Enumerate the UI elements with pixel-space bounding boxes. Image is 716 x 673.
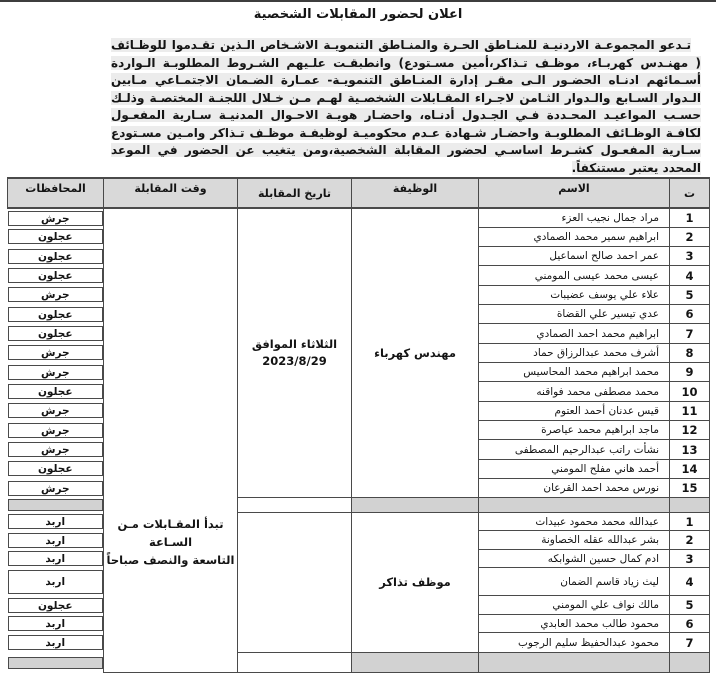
candidate-name: عمر احمد صالح اسماعيل	[479, 247, 670, 266]
intro-paragraph	[111, 37, 701, 177]
page-top-rule	[0, 0, 716, 2]
candidate-name: محمود عبدالحفيظ سليم الرجوب	[479, 633, 670, 653]
interview-table	[7, 177, 710, 673]
row-number: 2	[670, 531, 710, 550]
candidate-name: مالك نواف علي المومني	[479, 596, 670, 615]
row-number: 11	[670, 401, 710, 420]
governorate-cell: اربد	[8, 550, 104, 568]
candidate-name: أشرف محمد عبدالرزاق حماد	[479, 343, 670, 362]
separator-cell	[479, 498, 670, 513]
governorate-cell: جرش	[8, 208, 104, 227]
row-number: 13	[670, 440, 710, 459]
governorate-cell: عجلون	[8, 324, 104, 343]
row-number: 6	[670, 305, 710, 324]
governorate-cell: جرش	[8, 421, 104, 440]
row-number: 9	[670, 363, 710, 382]
candidate-name: ادم كمال حسين الشوابكه	[479, 550, 670, 568]
date-cell	[238, 208, 352, 498]
row-number: 3	[670, 550, 710, 568]
governorate-cell: اربد	[8, 513, 104, 531]
intro-paragraph-text: تـدعو المجموعـة الاردنيـة للمنـاطق الحـرة والمنـاطق التنمويـة الاشـخاص الـذين تقـدموا للوظـائف ( مهنـدس كهربـاء، موظـف تـذاكر،أمين مسـتودع) وانطبقـت علـيهم الشـروط المطلوبـة الـواردة أسـمائهم ادنـاه الحضـور الـى مقـر إدارة المنـاطق التنمويـة- عمـارة الضـمان الاجتمـاعي مـابين الـدوار السـابع والـدوار الثـامن لاجـراء المقـابلات الشخصـية لهـم مـن خـلال اللجنـة المختصـة وذلـك حسـب المواعيـد المحـددة فـي الجـدول أدنـاه، واحضـار هويـة الاحـوال المدنيـة سـارية المفعـول لكافـة الوظـائف المطلوبـة واحضـار شـهادة عـدم محكوميـة لوظيفـة موظـف تـذاكر وامـين مسـتودع سـارية المفعـول كشـرط اساسـي لحضور المقابلة الشخصية،ومن يتغيب عن الحضور في الموعد المحدد يعتبر مستنكفاً.	[111, 38, 701, 175]
date-cell	[238, 513, 352, 653]
governorate-cell: جرش	[8, 479, 104, 498]
separator-date-cell	[238, 653, 352, 673]
separator-governorate-cell	[8, 653, 104, 673]
job-cell: موظف تذاكر	[352, 513, 479, 653]
candidate-name: مراد جمال نجيب العزء	[479, 208, 670, 227]
governorate-cell: عجلون	[8, 227, 104, 246]
row-number: 2	[670, 227, 710, 246]
candidate-name: ابراهيم سمير محمد الصمادي	[479, 227, 670, 246]
separator-cell	[670, 498, 710, 513]
candidate-row	[8, 208, 710, 227]
candidate-name: عبدالله محمد محمود عبيدات	[479, 513, 670, 531]
candidate-name: محمد ابراهيم محمد المحاسيس	[479, 363, 670, 382]
separator-governorate-cell	[8, 498, 104, 513]
row-number: 5	[670, 285, 710, 304]
governorate-cell: جرش	[8, 343, 104, 362]
governorate-cell: جرش	[8, 401, 104, 420]
row-number: 15	[670, 479, 710, 498]
governorate-cell: اربد	[8, 633, 104, 653]
header-time: وقت المقابلة	[104, 178, 238, 208]
governorate-cell: اربد	[8, 615, 104, 633]
separator-cell	[670, 653, 710, 673]
row-number: 1	[670, 208, 710, 227]
candidate-name: محمود طالب محمد العابدي	[479, 615, 670, 633]
row-number: 4	[670, 568, 710, 596]
governorate-cell: عجلون	[8, 382, 104, 401]
governorate-cell: عجلون	[8, 305, 104, 324]
time-note: تبدأ المقـابلات مـن السـاعة التاسعة والنصف صباحاً	[106, 517, 235, 567]
header-index: ت	[670, 178, 710, 208]
page-title: اعلان لحضور المقابلات الشخصية	[253, 7, 463, 22]
time-cell	[104, 208, 238, 673]
governorate-cell: عجلون	[8, 266, 104, 285]
row-number: 7	[670, 324, 710, 343]
governorate-cell: جرش	[8, 363, 104, 382]
governorate-cell: اربد	[8, 568, 104, 596]
row-number: 10	[670, 382, 710, 401]
governorate-cell: عجلون	[8, 596, 104, 615]
separator-cell	[352, 498, 479, 513]
candidate-name: علاء علي يوسف عضيبات	[479, 285, 670, 304]
governorate-cell: عجلون	[8, 459, 104, 478]
header-date: تاريخ المقابلة	[238, 178, 352, 208]
interview-table-wrapper	[7, 177, 710, 673]
row-number: 12	[670, 421, 710, 440]
candidate-name: عيسى محمد عيسى المومني	[479, 266, 670, 285]
header-name: الاسم	[479, 178, 670, 208]
candidate-name: ليث زياد قاسم الضمان	[479, 568, 670, 596]
governorate-cell: اربد	[8, 531, 104, 550]
table-header-row	[8, 178, 710, 208]
candidate-name: نشأت راتب عبدالرحيم المصطفى	[479, 440, 670, 459]
separator-cell	[479, 653, 670, 673]
row-number: 7	[670, 633, 710, 653]
candidate-name: نورس محمد احمد القرعان	[479, 479, 670, 498]
governorate-cell: جرش	[8, 440, 104, 459]
row-number: 4	[670, 266, 710, 285]
candidate-name: بشر عبدالله عقله الخصاونة	[479, 531, 670, 550]
row-number: 1	[670, 513, 710, 531]
candidate-name: محمد مصطفى محمد فواقنه	[479, 382, 670, 401]
row-number: 3	[670, 247, 710, 266]
header-job: الوظيفة	[352, 178, 479, 208]
date-line1: الثلاثاء الموافق	[251, 337, 338, 352]
separator-date-cell	[238, 498, 352, 513]
header-governorate: المحافظات	[8, 178, 104, 208]
row-number: 6	[670, 615, 710, 633]
row-number: 8	[670, 343, 710, 362]
row-number: 14	[670, 459, 710, 478]
row-number: 5	[670, 596, 710, 615]
candidate-name: ماجد ابراهيم محمد عياصرة	[479, 421, 670, 440]
governorate-cell: جرش	[8, 285, 104, 304]
separator-cell	[352, 653, 479, 673]
job-cell: مهندس كهرباء	[352, 208, 479, 498]
governorate-cell: عجلون	[8, 247, 104, 266]
candidate-name: ابراهيم محمد احمد الصمادي	[479, 324, 670, 343]
candidate-name: أحمد هاني مفلح المومني	[479, 459, 670, 478]
candidate-name: عدي تيسير علي القضاة	[479, 305, 670, 324]
candidate-name: قيس عدنان أحمد العتوم	[479, 401, 670, 420]
date-line2: 2023/8/29	[262, 354, 327, 369]
